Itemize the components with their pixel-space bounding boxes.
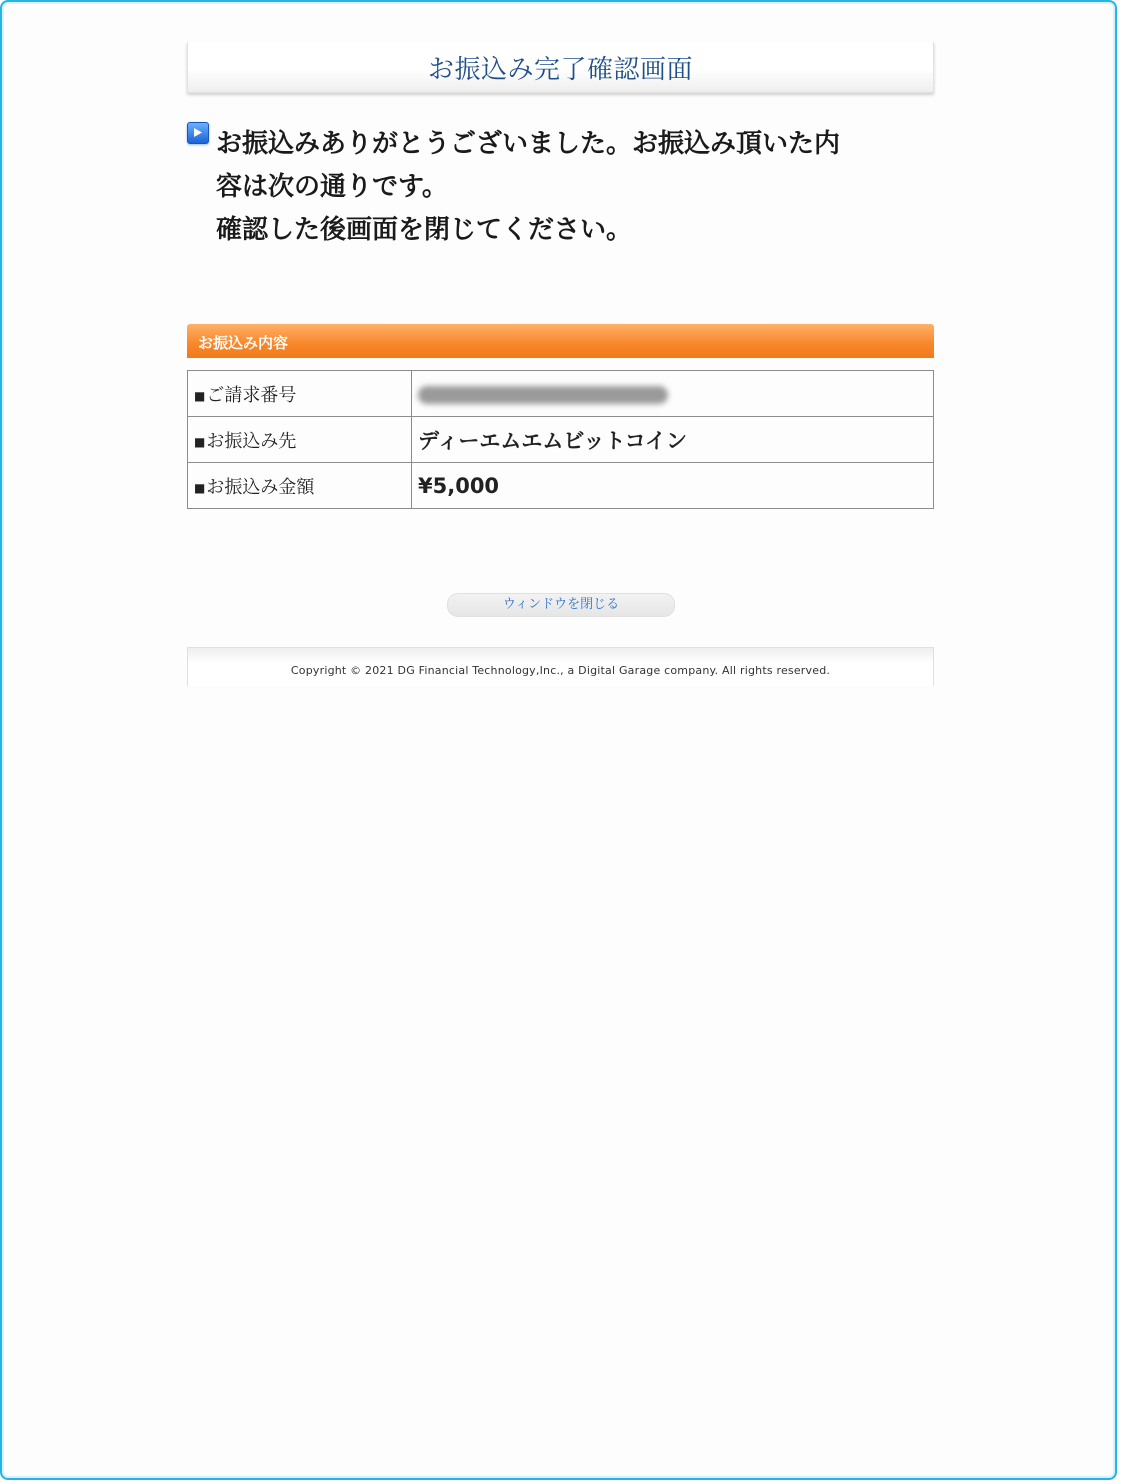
bullet-icon: ■: [194, 480, 206, 495]
page-title: お振込み完了確認画面: [427, 55, 693, 85]
amount-value: ¥5,000: [412, 463, 934, 509]
page-footer: [187, 647, 934, 686]
bullet-icon: ■: [194, 388, 206, 403]
amount-label: ■お振込み金額: [188, 463, 412, 509]
confirmation-message: [216, 123, 916, 252]
table-row: [188, 463, 934, 509]
page-header: [187, 42, 934, 93]
copyright-text: Copyright © 2021 DG Financial Technology,Inc., a Digital Garage company. All rights reserved.: [290, 664, 831, 677]
payee-label: ■お振込み先: [188, 417, 412, 463]
section-header: [187, 324, 934, 358]
bullet-icon: ■: [194, 434, 206, 449]
message-line: 確認した後画面を閉じてください。: [216, 215, 633, 245]
table-row: [188, 417, 934, 463]
redacted-value: [418, 386, 668, 404]
invoice-number-value: [412, 371, 934, 417]
message-line: お振込みありがとうございました。お振込み頂いた内: [216, 129, 841, 159]
table-row: [188, 371, 934, 417]
close-window-button[interactable]: ウィンドウを閉じる: [447, 593, 675, 617]
payee-value: ディーエムエムビットコイン: [412, 417, 934, 463]
transfer-details-table: [187, 370, 934, 509]
play-arrow-icon: [187, 122, 209, 144]
message-line: 容は次の通りです。: [216, 172, 448, 202]
section-title: お振込み内容: [198, 334, 289, 352]
invoice-number-label: ■ご請求番号: [188, 371, 412, 417]
